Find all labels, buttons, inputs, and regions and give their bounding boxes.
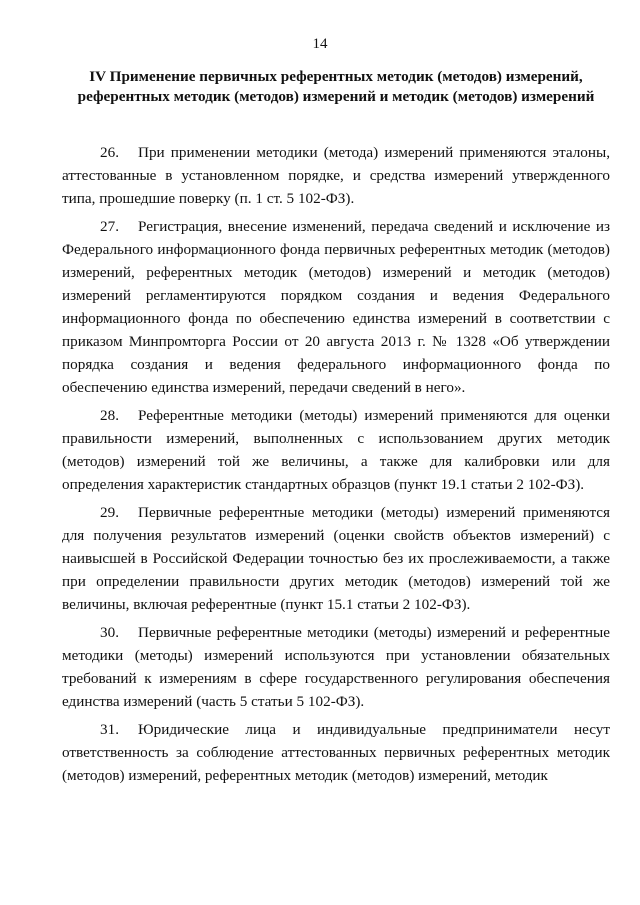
paragraph-31	[62, 718, 610, 787]
paragraph-number: 29.	[100, 504, 119, 521]
paragraph-number: 27.	[100, 218, 119, 235]
paragraph-text: Первичные референтные методики (методы) измерений применяются для получения результатов измерений (оценки свойств объектов измерений) с наивысшей в Российской Федерации точностью без их прослеживаемости, а также при определении правильности других методик (методов) измерений той же величины, включая референтные (пункт 15.1 статьи 2 102-ФЗ).	[62, 504, 610, 613]
paragraph-text: При применении методики (метода) измерений применяются эталоны, аттестованные в установленном порядке, и средства измерений утвержденного типа, прошедшие поверку (п. 1 ст. 5 102-ФЗ).	[62, 144, 610, 207]
paragraph-30	[62, 621, 610, 713]
paragraph-number: 26.	[100, 144, 119, 161]
paragraph-26	[62, 141, 610, 210]
paragraph-27	[62, 215, 610, 399]
paragraph-number: 28.	[100, 407, 119, 424]
paragraph-text: Первичные референтные методики (методы) измерений и референтные методики (методы) измерений используются при установлении обязательных требований к измерениям в сфере государственного регулирования обеспечения единства измерений (часть 5 статьи 5 102-ФЗ).	[62, 624, 610, 710]
paragraph-text: Регистрация, внесение изменений, передача сведений и исключение из Федерального информационного фонда первичных референтных методик (методов) измерений, референтных методик (методов) измерений и методик (методов) измерений регламентируются порядком создания и ведения Федерального информационного фонда по обеспечению единства измерений в соответствии с приказом Минпромторга России от 20 августа 2013 г. № 1328 «Об утверждении порядка создания и ведения федерального информационного фонда по обеспечению единства измерений, передачи сведений в него».	[62, 218, 610, 396]
paragraph-number: 30.	[100, 624, 119, 641]
paragraph-28	[62, 404, 610, 496]
paragraph-number: 31.	[100, 721, 119, 738]
paragraph-text: Юридические лица и индивидуальные предприниматели несут ответственность за соблюдение аттестованных первичных референтных методик (методов) измерений, референтных методик (методов) измерений, методик	[62, 721, 610, 784]
paragraph-text: Референтные методики (методы) измерений применяются для оценки правильности измерений, выполненных с использованием других методик (методов) измерений той же величины, а также для калибровки или для определения характеристик стандартных образцов (пункт 19.1 статьи 2 102-ФЗ).	[62, 407, 610, 493]
paragraph-list	[62, 141, 610, 792]
page-number: 14	[312, 36, 328, 52]
paragraph-29	[62, 501, 610, 616]
section-title: IV Применение первичных референтных методик (методов) измерений, референтных методик (методов) измерений и методик (методов) измерений	[77, 68, 595, 105]
